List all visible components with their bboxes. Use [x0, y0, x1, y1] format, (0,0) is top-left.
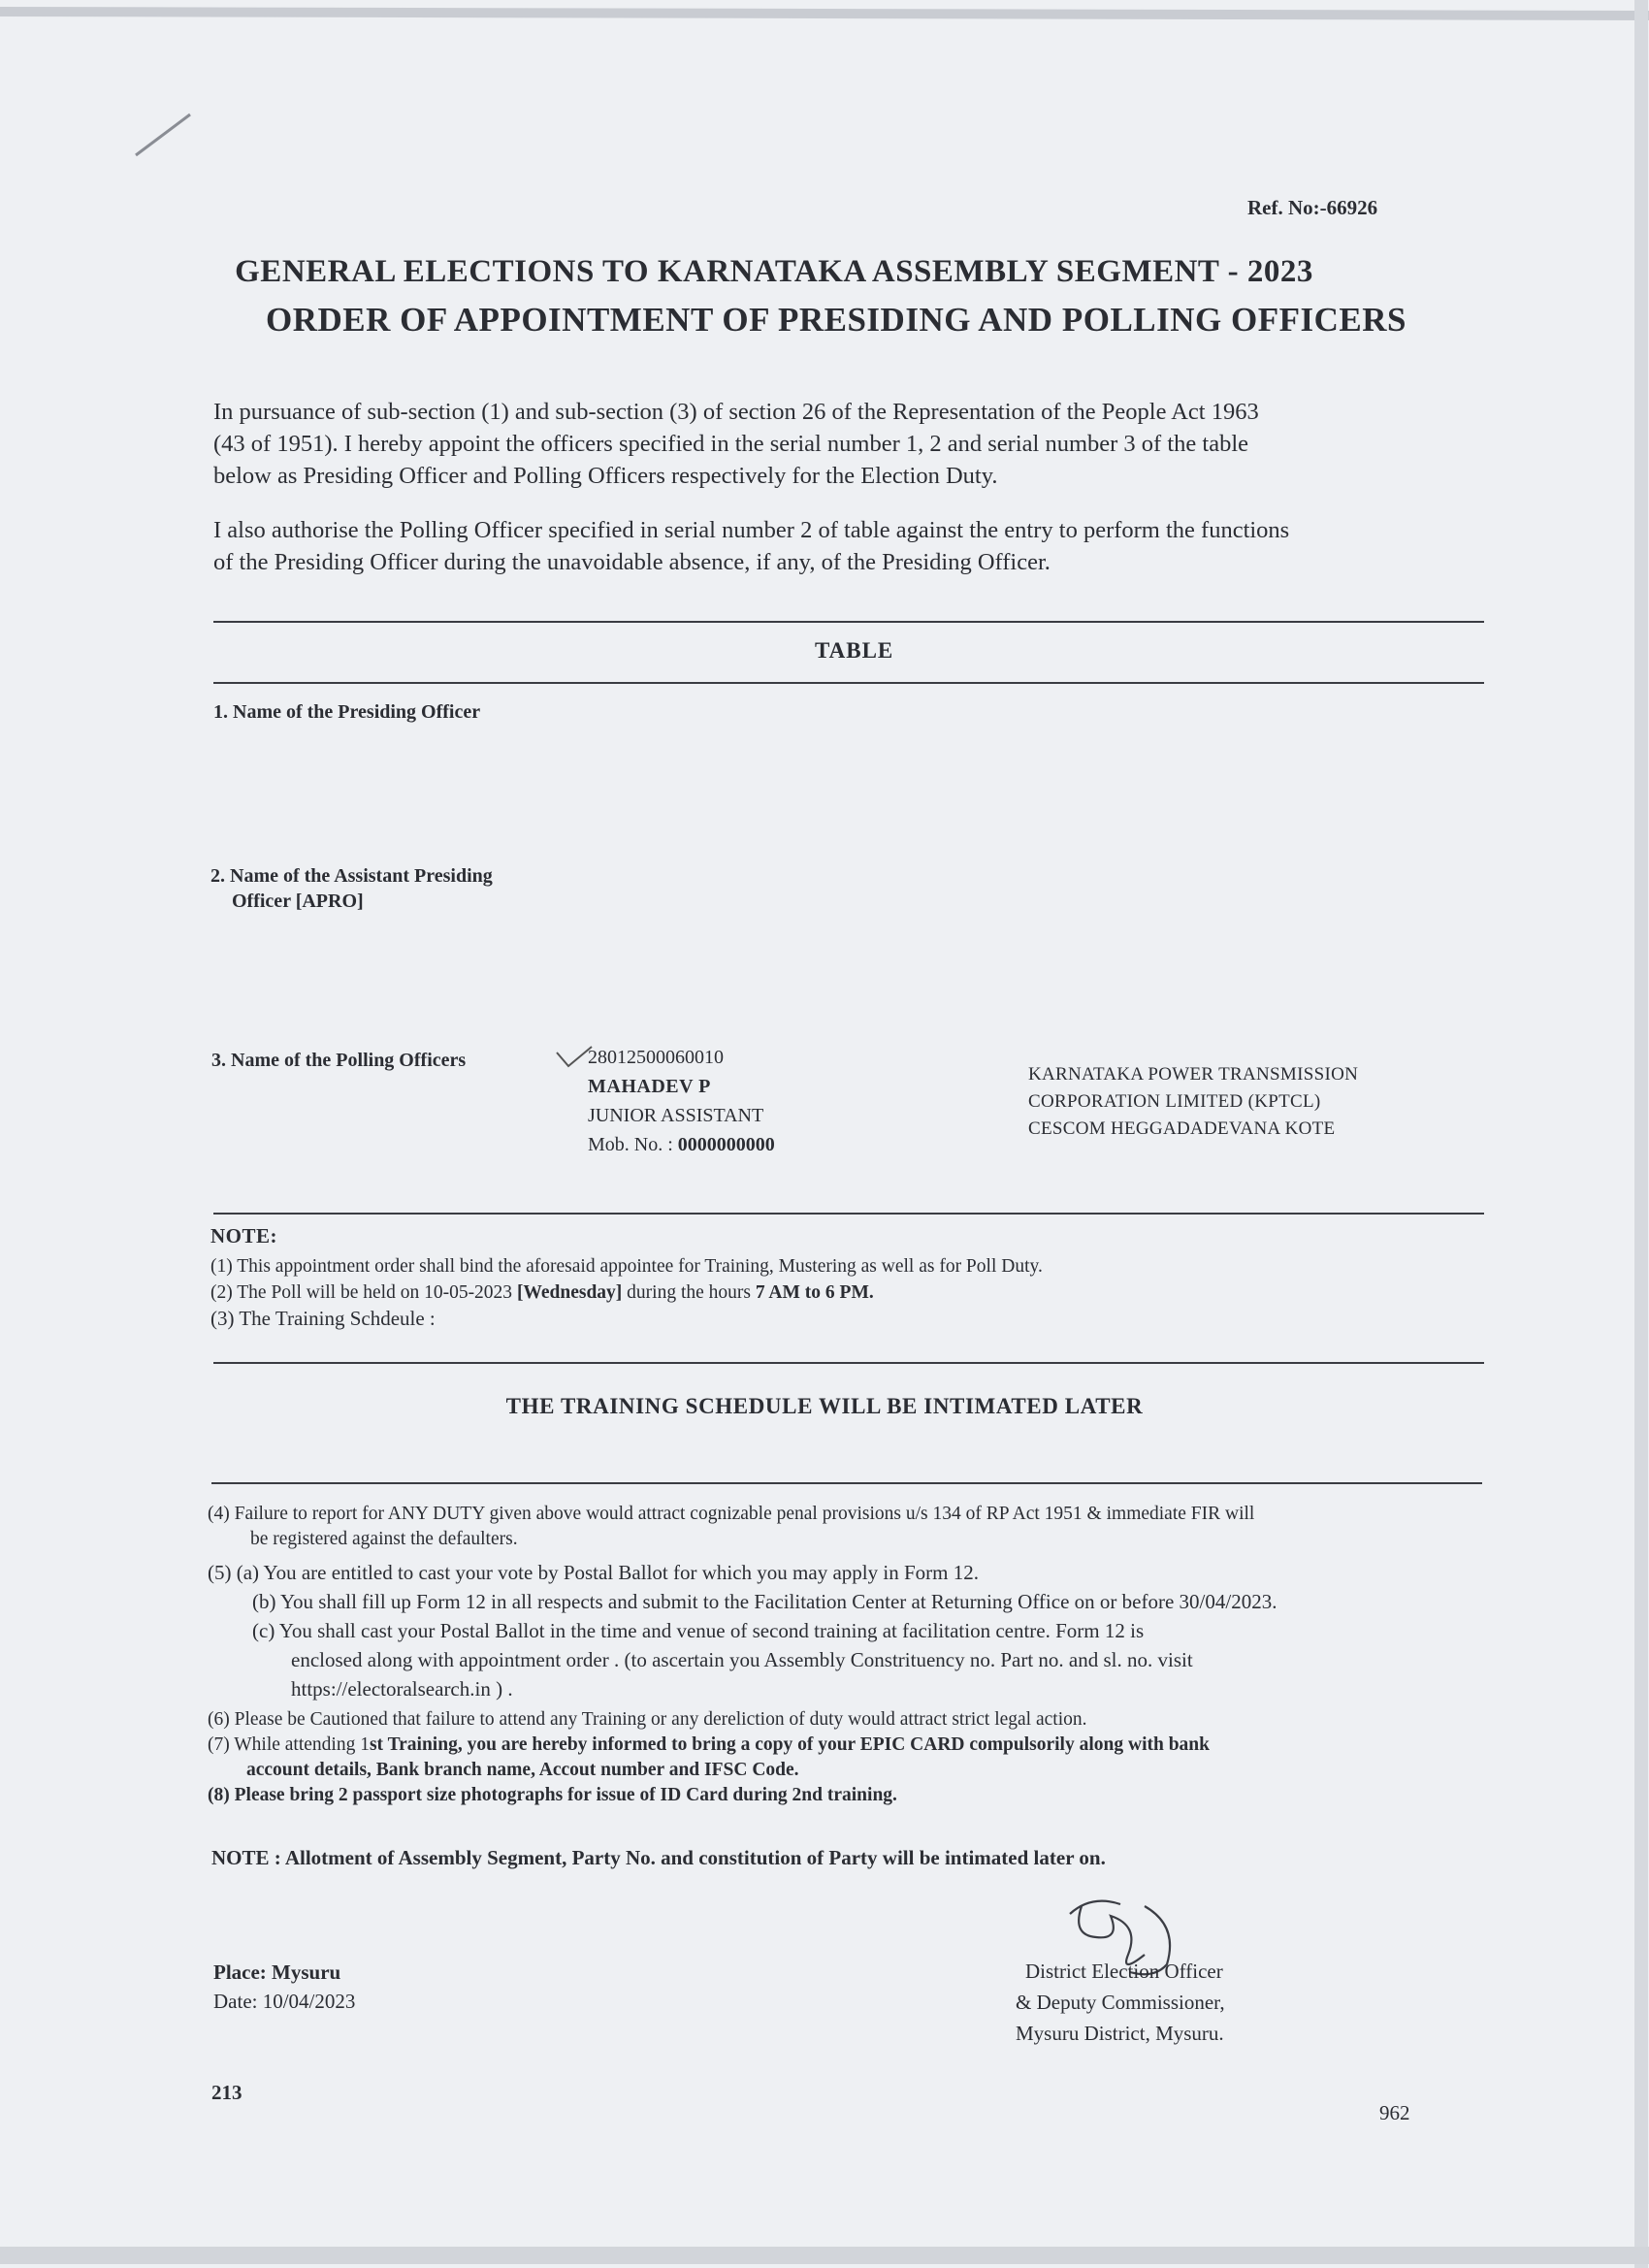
signatory-line1: District Election Officer: [1025, 1960, 1223, 1983]
place-date: [213, 1958, 355, 2016]
note-2-day: [Wednesday]: [516, 1282, 623, 1303]
polling-officer-details: [588, 1043, 775, 1159]
para2-line1: I also authorise the Polling Officer specified in serial number 2 of table against the entry to perform the functions: [213, 517, 1290, 543]
officer-name: MAHADEV P: [588, 1076, 711, 1097]
instruction-5c-line2: enclosed along with appointment order . (to ascertain you Assembly Constrituency no. Part no. and sl. no. visit: [291, 1648, 1193, 1671]
para1-line3: below as Presiding Officer and Polling Officers respectively for the Election Duty.: [213, 463, 998, 489]
title-line-2: ORDER OF APPOINTMENT OF PRESIDING AND POLLING OFFICERS: [266, 301, 1406, 339]
officer-organisation: [1028, 1061, 1358, 1143]
divider: [213, 682, 1484, 684]
org-line1: KARNATAKA POWER TRANSMISSION: [1028, 1064, 1359, 1085]
instruction-7-lead: (7) While attending 1: [208, 1734, 370, 1755]
reference-number: Ref. No:-66926: [1247, 196, 1378, 219]
instruction-4-line1: (4) Failure to report for ANY DUTY given above would attract cognizable penal provisions u/s 134 of RP Act 1951 & immediate FIR will: [208, 1504, 1255, 1524]
instruction-5a: (5) (a) You are entitled to cast your vote by Postal Ballot for which you may apply in Form 12.: [208, 1561, 979, 1584]
instruction-4: [208, 1502, 1536, 1552]
apro-label: [210, 863, 493, 914]
note-heading: NOTE:: [210, 1224, 278, 1247]
instructions-list: [208, 1502, 1536, 1808]
divider: [213, 1362, 1484, 1364]
page-number-right: 962: [1379, 2101, 1410, 2124]
note-3: (3) The Training Schdeule :: [210, 1307, 436, 1330]
note-2-hours: 7 AM to 6 PM.: [755, 1282, 874, 1303]
signatory-line3: Mysuru District, Mysuru.: [1016, 2022, 1224, 2045]
presiding-officer-label: 1. Name of the Presiding Officer: [213, 701, 481, 723]
para1-line1: In pursuance of sub-section (1) and sub-section (3) of section 26 of the Representation of the People Act 1963: [213, 399, 1259, 425]
apro-label-line2: Officer [APRO]: [232, 891, 364, 912]
page-number-left: 213: [211, 2081, 242, 2104]
training-schedule: THE TRAINING SCHEDULE WILL BE INTIMATED LATER: [505, 1394, 1144, 1418]
instruction-5c-line1: (c) You shall cast your Postal Ballot in the time and venue of second training at facilitation centre. Form 12 is: [252, 1619, 1145, 1642]
note-2-text-b: during the hours: [622, 1282, 756, 1303]
date-label: Date: 10/04/2023: [213, 1990, 356, 2013]
instruction-8: (8) Please bring 2 passport size photographs for issue of ID Card during 2nd training.: [208, 1785, 897, 1805]
apro-label-line1: 2. Name of the Assistant Presiding: [210, 865, 493, 887]
officer-mobile: [588, 1130, 775, 1159]
officer-id: 28012500060010: [588, 1047, 724, 1068]
instruction-7-bold: st Training, you are hereby informed to bring a copy of your EPIC CARD compulsorily along with bank: [369, 1734, 1210, 1755]
title-line-1: GENERAL ELECTIONS TO KARNATAKA ASSEMBLY SEGMENT - 2023: [235, 254, 1313, 289]
instruction-6: (6) Please be Cautioned that failure to attend any Training or any dereliction of duty would attract strict legal action.: [208, 1709, 1087, 1730]
signatory-block: [1016, 1956, 1225, 2049]
divider: [211, 1482, 1482, 1484]
instruction-7: [208, 1733, 1536, 1783]
paragraph-appointment: [213, 396, 1494, 492]
instruction-7-line2: account details, Bank branch name, Accout number and IFSC Code.: [246, 1760, 799, 1780]
org-line2: CORPORATION LIMITED (KPTCL): [1028, 1091, 1321, 1112]
table-title: TABLE: [815, 638, 894, 663]
polling-officers-label: 3. Name of the Polling Officers: [211, 1050, 467, 1071]
note-2-text: (2) The Poll will be held on 10-05-2023: [210, 1282, 517, 1303]
officer-designation: JUNIOR ASSISTANT: [588, 1105, 764, 1126]
mobile-value: 0000000000: [677, 1134, 775, 1155]
divider: [213, 1213, 1484, 1215]
place-label: Place: Mysuru: [213, 1960, 341, 1984]
signatory-line2: & Deputy Commissioner,: [1016, 1991, 1225, 2014]
divider: [213, 621, 1484, 623]
instruction-4-line2: be registered against the defaulters.: [250, 1529, 518, 1549]
instruction-5b: (b) You shall fill up Form 12 in all respects and submit to the Facilitation Center at Returning Office on or before 30/04/2023.: [252, 1590, 1277, 1613]
instruction-5c-line3: https://electoralsearch.in ) .: [291, 1677, 513, 1701]
para1-line2: (43 of 1951). I hereby appoint the officers specified in the serial number 1, 2 and serial number 3 of the table: [213, 431, 1248, 457]
mobile-label: Mob. No. :: [588, 1134, 673, 1155]
instruction-5: [208, 1558, 1536, 1703]
final-note: NOTE : Allotment of Assembly Segment, Party No. and constitution of Party will be intimated later on.: [211, 1846, 1106, 1869]
note-1: (1) This appointment order shall bind the aforesaid appointee for Training, Mustering as well as for Poll Duty.: [210, 1256, 1043, 1277]
org-line3: CESCOM HEGGADADEVANA KOTE: [1028, 1118, 1336, 1139]
para2-line2: of the Presiding Officer during the unavoidable absence, if any, of the Presiding Officer.: [213, 549, 1051, 575]
paragraph-authorisation: [213, 514, 1494, 578]
note-2: [210, 1280, 874, 1306]
staple-mark: [136, 114, 190, 155]
